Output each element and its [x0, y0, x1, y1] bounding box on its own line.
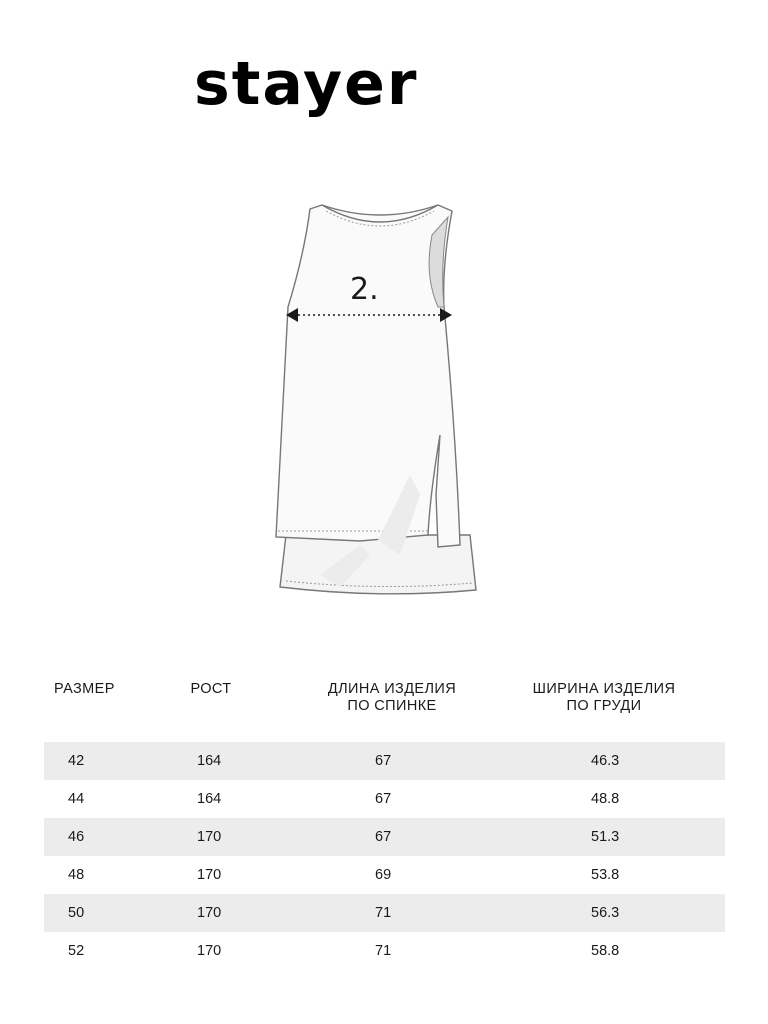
right-arrow-icon — [440, 308, 452, 322]
header-height-line1: РОСТ — [190, 681, 232, 697]
cell-back-length: 67 — [375, 829, 392, 845]
cell-back-length: 67 — [375, 791, 392, 807]
cell-size: 42 — [68, 753, 85, 769]
cell-back-length: 71 — [375, 905, 392, 921]
header-size — [54, 681, 124, 698]
cell-size: 52 — [68, 943, 85, 959]
cell-chest-width: 58.8 — [591, 943, 620, 959]
tank-top-illustration — [260, 195, 500, 605]
size-table-body — [44, 742, 725, 970]
cell-back-length: 71 — [375, 943, 392, 959]
tank-top-drawing — [260, 195, 500, 605]
cell-size: 44 — [68, 791, 85, 807]
cell-size: 48 — [68, 867, 85, 883]
header-chest-width-line2: ПО ГРУДИ — [566, 698, 642, 714]
header-height — [186, 681, 236, 698]
cell-chest-width: 56.3 — [591, 905, 620, 921]
header-size-line1: РАЗМЕР — [54, 681, 115, 697]
header-back-length-line1: ДЛИНА ИЗДЕЛИЯ — [327, 681, 457, 697]
table-row — [44, 932, 725, 970]
cell-back-length: 67 — [375, 753, 392, 769]
table-header — [0, 681, 768, 731]
logo-wordmark: stayer — [194, 58, 419, 119]
cell-chest-width: 51.3 — [591, 829, 620, 845]
header-chest-width — [518, 681, 690, 715]
cell-size: 46 — [68, 829, 85, 845]
cell-chest-width: 46.3 — [591, 753, 620, 769]
cell-chest-width: 48.8 — [591, 791, 620, 807]
cell-chest-width: 53.8 — [591, 867, 620, 883]
cell-height: 164 — [197, 791, 222, 807]
header-chest-width-line1: ШИРИНА ИЗДЕЛИЯ — [532, 681, 676, 697]
cell-height: 170 — [197, 943, 222, 959]
table-row — [44, 818, 725, 856]
cell-height: 170 — [197, 829, 222, 845]
header-back-length-line2: ПО СПИНКЕ — [347, 698, 437, 714]
header-back-length — [312, 681, 472, 715]
cell-height: 170 — [197, 867, 222, 883]
measure-label: 2. — [350, 272, 379, 307]
table-row — [44, 856, 725, 894]
cell-size: 50 — [68, 905, 85, 921]
table-row — [44, 780, 725, 818]
cell-back-length: 69 — [375, 867, 392, 883]
logo-graphic — [194, 58, 574, 124]
cell-height: 170 — [197, 905, 222, 921]
brand-logo — [194, 58, 574, 124]
cell-height: 164 — [197, 753, 222, 769]
table-row — [44, 894, 725, 932]
table-row — [44, 742, 725, 780]
